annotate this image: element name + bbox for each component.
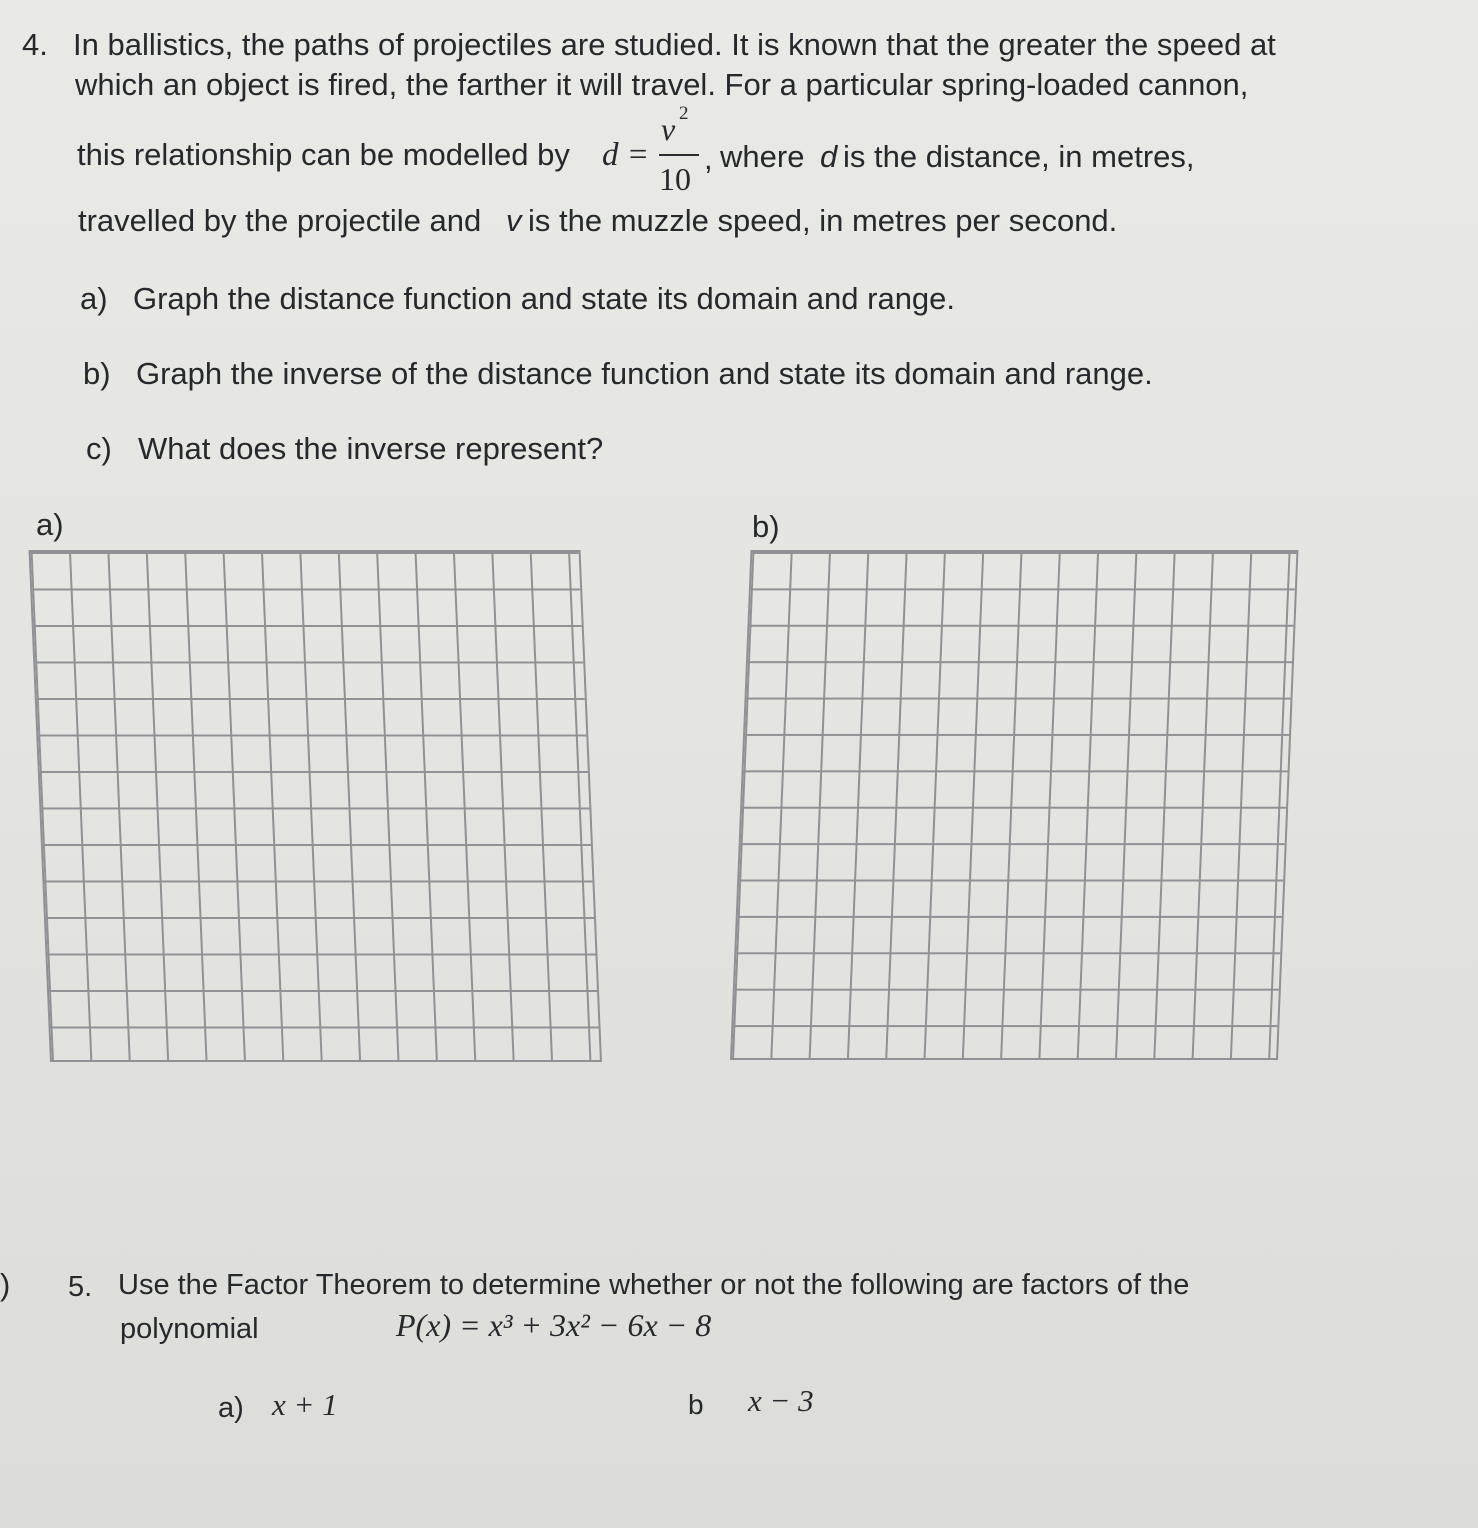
fraction-bar [659,154,699,156]
part-c-label: c) [86,431,112,466]
part-b-label: b) [83,356,111,391]
variable-v: v [506,203,522,238]
question-4-line-4-prefix: travelled by the projectile and [78,203,482,238]
polynomial: P(x) = x³ + 3x² − 6x − 8 [396,1307,712,1343]
factor-a-label: a) [218,1392,244,1424]
question-4-line-2: which an object is fired, the farther it will travel. For a particular spring-loaded cannon, [75,67,1249,102]
question-4-line-3-suffix: is the distance, in metres, [843,139,1195,174]
question-4-line-4-suffix: is the muzzle speed, in metres per second. [528,203,1118,238]
factor-b-expression: x − 3 [748,1383,814,1418]
formula-denominator: 10 [659,161,691,197]
graph-grid-b[interactable] [730,550,1298,1060]
part-a-label: a) [80,281,108,316]
graph-grid-a[interactable] [29,550,602,1062]
formula-exponent: 2 [679,103,689,124]
question-5-number: 5. [68,1271,93,1303]
margin-mark: ) [0,1267,11,1302]
question-4-line-3-prefix: this relationship can be modelled by [77,137,570,172]
graph-a-label: a) [36,507,64,542]
question-4-line-3-where: where [720,139,805,174]
formula-numerator: v [661,111,676,147]
graph-b-label: b) [752,509,780,544]
question-4-number: 4. [22,27,48,62]
question-4-line-1: In ballistics, the paths of projectiles are studied. It is known that the greater the speed at [73,27,1276,62]
question-5-line-1: Use the Factor Theorem to determine whether or not the following are factors of the [118,1269,1190,1301]
formula-comma: , [704,141,713,176]
formula-lhs: d = [602,137,650,173]
factor-b-label: b [688,1389,704,1420]
variable-d: d [820,139,838,174]
part-c-text: What does the inverse represent? [138,431,604,466]
part-a-text: Graph the distance function and state its domain and range. [133,281,956,316]
part-b-text: Graph the inverse of the distance function and state its domain and range. [136,356,1153,391]
factor-a-expression: x + 1 [272,1387,338,1422]
question-5-line-2: polynomial [120,1313,259,1345]
